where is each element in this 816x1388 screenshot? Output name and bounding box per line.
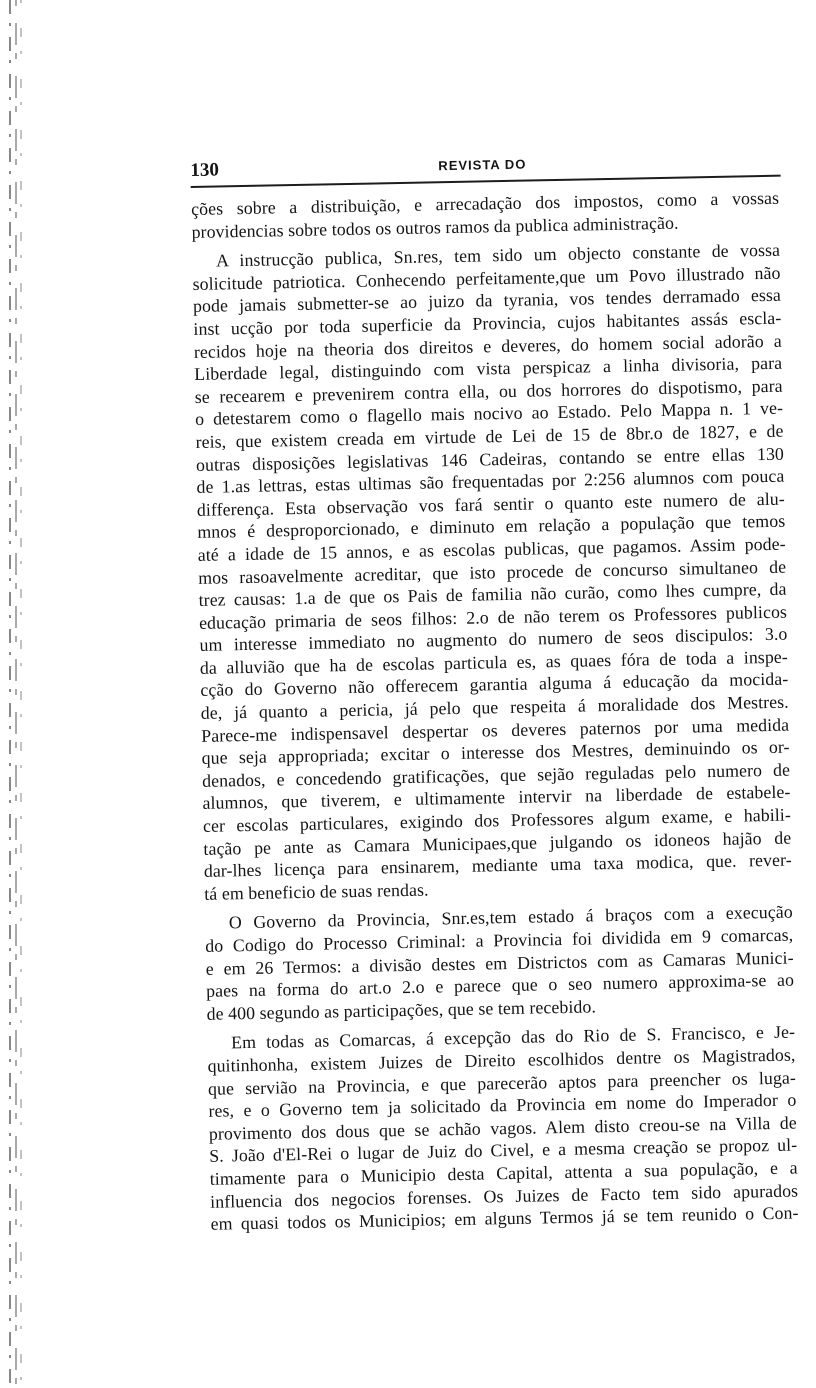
line-text: reis, que existem creada em virtude de Lei de 15 de 8br.o de 1827, e de: [195, 420, 784, 452]
line-text: differença. Esta observação vos fará sentir o quanto este numero de alu-: [196, 488, 785, 520]
line-text: mnos é desproporcionado, e diminuto em relação a população que temos: [197, 510, 786, 543]
line-text: recidos hoje na theoria dos direitos e deveres, do homem social adorão a: [193, 330, 782, 362]
line-text: até a idade de 15 annos, e as escolas publicas, que pagamos. Assim pode-: [197, 533, 786, 565]
line-text: se recearem e prevenirem contra ella, ou dos horrores do dispotismo, para: [194, 375, 783, 407]
line-text: educação primaria de seos filhos: 2.o de não terem os Professores publicos: [198, 601, 788, 633]
line-text: Parece-me indispensavel despertar os deveres paternos por uma medida: [201, 714, 790, 746]
line-text: denados, e concedendo gratificações, que sejão reguladas pelo numero de: [201, 759, 791, 791]
line-text: Em todas as Comarcas, á excepção das do Rio de S. Francisco, e Je-: [230, 1021, 796, 1053]
line-text: ções sobre a distribuição, e arrecadação dos impostos, como a vossas: [190, 187, 780, 219]
line-text: providencias sobre todos os outros ramos da publica administração.: [191, 212, 679, 242]
line-text: em quasi todos os Municipios; em alguns Termos já se tem reunido o Con-: [210, 1202, 799, 1234]
line-text: outras disposições legislativas 146 Cadeiras, contando se entre ellas 130: [195, 443, 785, 475]
line-text: pode jamais submetter-se ao juizo da tyrania, vos tendes derramado essa: [192, 285, 782, 317]
page-number: 130: [190, 159, 220, 181]
line-text: influencia dos negocios forenses. Os Juizes de Facto tem sido apurados: [209, 1180, 799, 1212]
line-text: do Codigo do Processo Criminal: a Provincia foi dividida em 9 comarcas,: [205, 924, 794, 956]
line-text: mos rasoavelmente acreditar, que isto procede de concurso simultaneo de: [198, 556, 787, 588]
scanned-page: [190, 138, 811, 1235]
line-text: res, e o Governo tem ja solicitado da Provincia em nome do Imperador o: [208, 1089, 797, 1121]
line-text: alumnos, que tiverem, e ultimamente intervir na liberdade de estabele-: [202, 782, 791, 814]
line-text: inst ucção por toda superficie da Provincia, cujos habitantes assás escla-: [193, 307, 782, 339]
line-text: e em 26 Termos: a divisão destes em Districtos com as Camaras Munici-: [205, 947, 794, 979]
line-text: timamente para o Municipio desta Capital, attenta a sua população, e a: [209, 1157, 798, 1189]
line-text: cção do Governo não offerecem garantia alguma á educação da mocida-: [200, 669, 789, 701]
running-title: REVISTA DO: [438, 156, 527, 174]
line-text: S. João d'El-Rei o lugar de Juiz do Civel, e a mesma creação se propoz ul-: [209, 1134, 798, 1167]
line-text: dar-lhes licença para ensinarem, mediante uma taxa modica, que. rever-: [203, 849, 792, 882]
line-text: solicitude patriotica. Conhecendo perfeitamente,que um Povo illustrado não: [192, 262, 781, 294]
running-head: [190, 138, 790, 180]
line-text: da alluvião que ha de escolas particula es, as quaes fóra de toda a inspe-: [199, 646, 789, 678]
line-text: um interesse immediato no augmento do numero de seos discipulos: 3.o: [199, 623, 788, 656]
binding-edge: [0, 0, 26, 1388]
line-text: de 1.as lettras, estas ultimas são frequentadas por 2:256 alumnos com pouca: [196, 465, 785, 498]
line-text: O Governo da Provincia, Snr.es,tem estado á braços com a execução: [228, 901, 793, 933]
line-text: tá em beneficio de suas rendas.: [204, 879, 429, 904]
line-text: Liberdade legal, distinguindo com vista perspicaz a linha divisoria, para: [194, 352, 783, 385]
line-text: A instrucção publica, Sn.res, tem sido um objecto constante de vossa: [215, 239, 781, 271]
line-text: o detestarem como o flagello mais nocivo ao Estado. Pelo Mappa n. 1 ve-: [194, 398, 784, 430]
line-text: quitinhonha, existem Juizes de Direito escolhidos dentre os Magistrados,: [207, 1044, 796, 1076]
line-text: de 400 segundo as participações, que se tem recebido.: [206, 996, 597, 1024]
body-text: [191, 187, 799, 1236]
line-text: trez causas: 1.a de que os Pais de familia não curão, como lhes cumpre, da: [198, 578, 787, 611]
line-text: que seja appropriada; excitar o interesse dos Mestres, deminuindo os or-: [201, 736, 790, 769]
line-text: provimento dos dous que se achão vagos. Alem disto creou-se na Villa de: [208, 1112, 797, 1144]
line-text: cer escolas particulares, exigindo dos Professores algum exame, e habili-: [202, 804, 792, 836]
line-text: de, já quanto a pericia, já pelo que respeita á moralidade dos Mestres.: [200, 691, 789, 723]
line-text: que servião na Provincia, e que parecerão aptos para preencher os luga-: [207, 1067, 797, 1099]
header-rule: [191, 175, 781, 188]
line-text: paes na forma do art.o 2.o e parece que o seo numero approxima-se ao: [205, 969, 795, 1002]
line-text: tação pe ante as Camara Municipaes,que julgando os idoneos hajão de: [203, 827, 792, 859]
